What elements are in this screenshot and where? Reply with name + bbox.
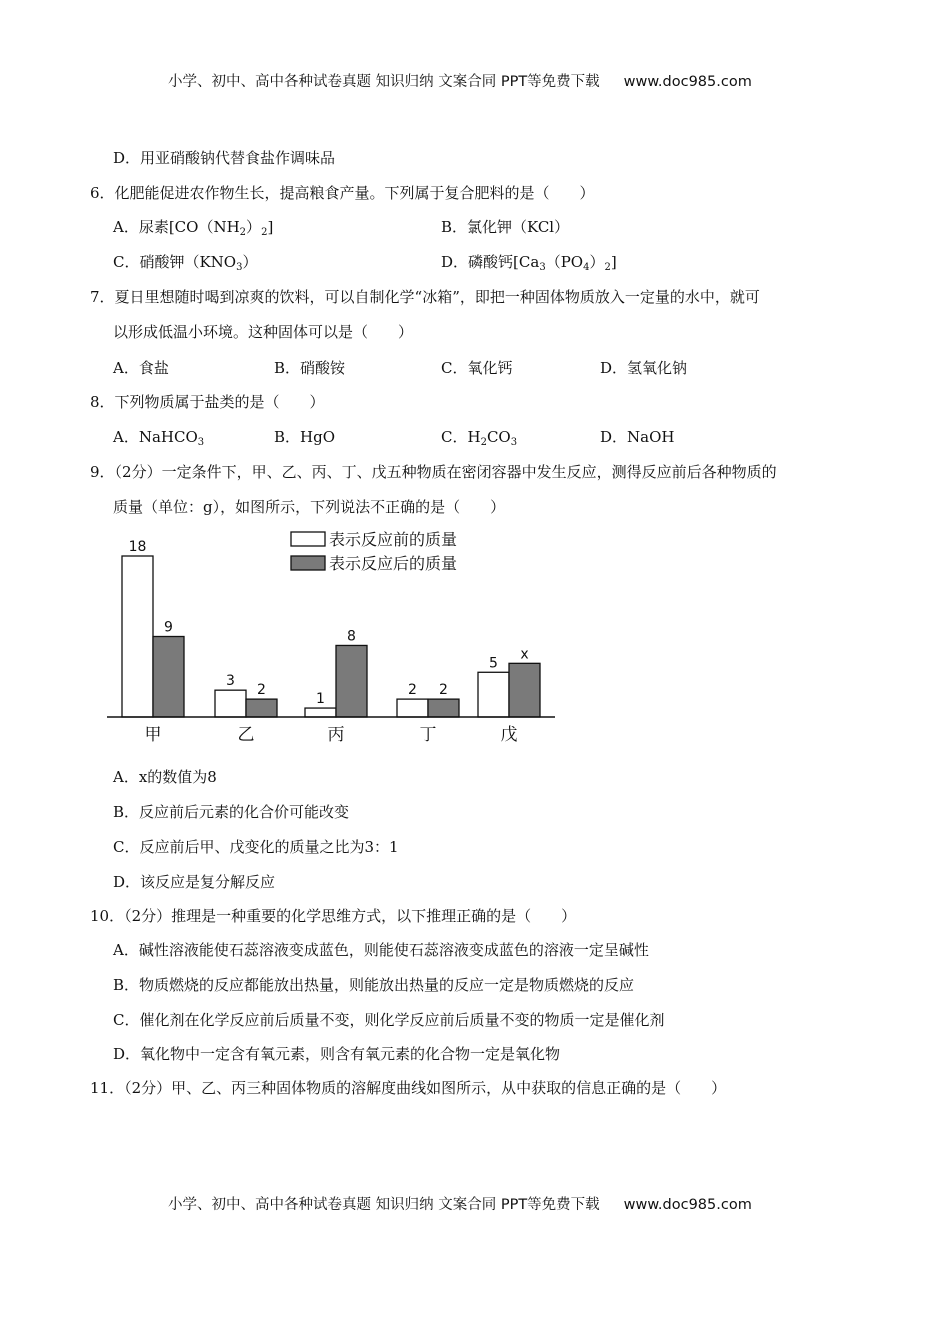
legend-label-0: 表示反应前的质量 — [329, 530, 458, 549]
bar-3-series-0 — [397, 699, 428, 717]
q8-option-b: B．HgO — [274, 428, 336, 446]
q9-stem-line2: 质量（单位：g），如图所示，下列说法不正确的是（ ） — [113, 498, 506, 516]
q7-option-c: C．氧化钙 — [441, 359, 513, 377]
data-label-2-0: 1 — [316, 691, 325, 708]
q7-stem-line1: 7．夏日里想随时喝到凉爽的饮料，可以自制化学“冰箱”，即把一种固体物质放入一定量的水中，就可 — [90, 288, 760, 306]
bar-4-series-0 — [478, 672, 509, 717]
q8-option-c: C．$H_2CO_3$ — [441, 428, 518, 448]
q9-option-b: B．反应前后元素的化合价可能改变 — [113, 803, 350, 821]
q9-option-c: C．反应前后甲、戊变化的质量之比为3：1 — [113, 838, 399, 856]
category-label-3: 丁 — [419, 725, 437, 745]
bar-1-series-1 — [246, 699, 277, 717]
header-text: 小学、初中、高中各种试卷真题 知识归纳 文案合同 PPT等免费下载 — [168, 74, 600, 90]
q5-option-d: D．用亚硝酸钠代替食盐作调味品 — [113, 149, 336, 167]
footer-text: 小学、初中、高中各种试卷真题 知识归纳 文案合同 PPT等免费下载 — [168, 1197, 600, 1213]
q10-option-b: B．物质燃烧的反应都能放出热量，则能放出热量的反应一定是物质燃烧的反应 — [113, 976, 635, 994]
data-label-2-1: 8 — [347, 628, 356, 645]
data-label-0-1: 9 — [164, 619, 173, 636]
legend-swatch-0 — [291, 532, 325, 546]
data-label-3-1: 2 — [439, 682, 448, 699]
data-label-4-0: 5 — [489, 655, 498, 672]
q8-stem: 8．下列物质属于盐类的是（ ） — [90, 393, 325, 411]
mass-bar-chart — [105, 528, 565, 750]
page-header — [168, 70, 752, 91]
q6-option-a: A．尿素$[CO(NH_2)_2]$ — [113, 218, 274, 238]
category-label-4: 戊 — [500, 725, 518, 745]
category-label-2: 丙 — [327, 725, 345, 745]
bar-3-series-1 — [428, 699, 459, 717]
q7-option-b: B．硝酸铵 — [274, 359, 346, 377]
bar-0-series-0 — [122, 556, 153, 717]
q10-option-c: C．催化剂在化学反应前后质量不变，则化学反应前后质量不变的物质一定是催化剂 — [113, 1011, 665, 1029]
q8-option-a: A．NaHCO$_3$ — [113, 428, 205, 448]
bar-2-series-1 — [336, 645, 367, 717]
bar-0-series-1 — [153, 637, 184, 718]
data-label-3-0: 2 — [408, 682, 417, 699]
header-url[interactable]: www.doc985.com — [623, 74, 752, 90]
q9-option-d: D．该反应是复分解反应 — [113, 873, 276, 891]
data-label-0-0: 18 — [128, 539, 147, 555]
q11-stem: 11．（2分）甲、乙、丙三种固体物质的溶解度曲线如图所示，从中获取的信息正确的是（ ） — [90, 1079, 727, 1097]
q6-option-b: B．氯化钾（KCl） — [441, 218, 570, 236]
q7-stem-line2: 以形成低温小环境。这种固体可以是（ ） — [113, 323, 414, 341]
legend-label-1: 表示反应后的质量 — [329, 554, 458, 573]
bar-2-series-0 — [305, 708, 336, 717]
data-label-1-0: 3 — [226, 673, 235, 690]
q6-stem: 6．化肥能促进农作物生长，提高粮食产量。下列属于复合肥料的是（ ） — [90, 184, 595, 202]
q8-option-d: D．NaOH — [600, 428, 675, 446]
q9-option-a: A．x的数值为8 — [113, 768, 217, 786]
category-label-1: 乙 — [237, 725, 255, 745]
q6-option-d: D．磷酸钙$[Ca_3(PO_4)_2]$ — [441, 253, 617, 273]
q10-option-d: D．氧化物中一定含有氧元素，则含有氧元素的化合物一定是氧化物 — [113, 1045, 561, 1063]
q7-option-d: D．氢氧化钠 — [600, 359, 688, 377]
footer-url[interactable]: www.doc985.com — [623, 1197, 752, 1213]
q10-stem: 10．（2分）推理是一种重要的化学思维方式，以下推理正确的是（ ） — [90, 907, 577, 925]
bar-1-series-0 — [215, 690, 246, 717]
q7-option-a: A．食盐 — [113, 359, 169, 377]
q6-option-c: C．硝酸钾$(KNO_3)$ — [113, 253, 258, 273]
bar-4-series-1 — [509, 663, 540, 717]
page-footer — [168, 1193, 752, 1214]
q9-stem-line1: 9．（2分）一定条件下，甲、乙、丙、丁、戊五种物质在密闭容器中发生反应，测得反应前后各种物质的 — [90, 463, 777, 481]
data-label-1-1: 2 — [257, 682, 266, 699]
category-label-0: 甲 — [144, 725, 162, 745]
data-label-4-1: x — [520, 646, 529, 663]
q10-option-a: A．碱性溶液能使石蕊溶液变成蓝色，则能使石蕊溶液变成蓝色的溶液一定呈碱性 — [113, 941, 649, 959]
legend-swatch-1 — [291, 556, 325, 570]
